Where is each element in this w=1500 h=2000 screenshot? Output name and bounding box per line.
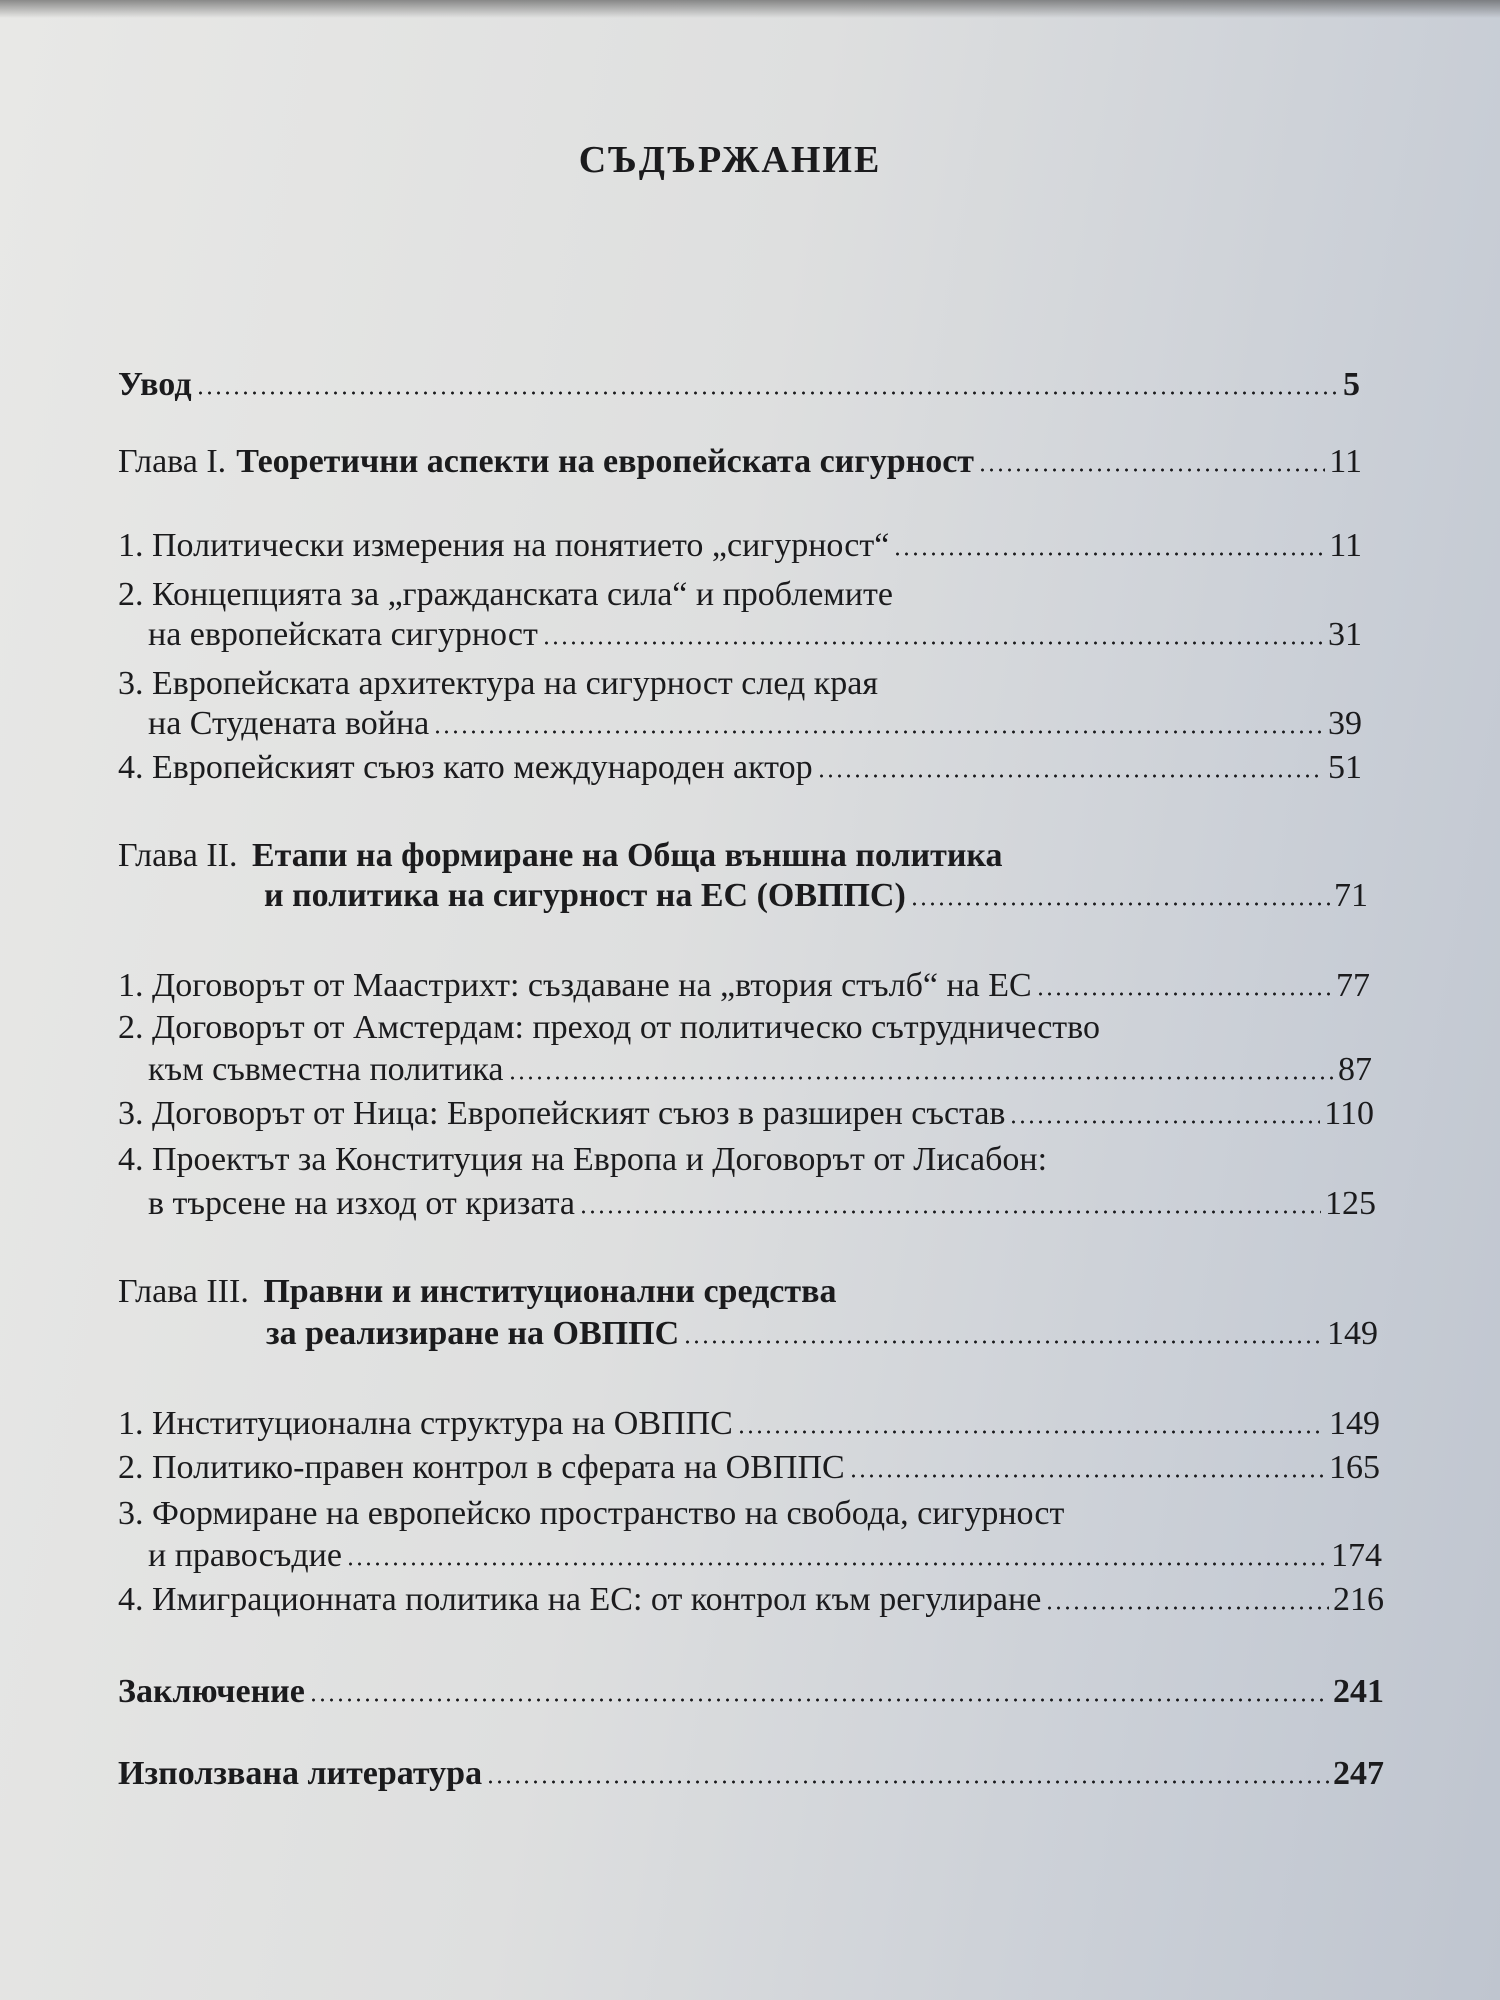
toc-section-3-4[interactable] <box>118 1580 1384 1620</box>
page-number: 247 <box>1333 1755 1384 1792</box>
dot-leader <box>579 1209 1321 1215</box>
toc-section-2-4[interactable] <box>148 1184 1376 1224</box>
toc-chapter-1[interactable] <box>118 442 1362 482</box>
dot-leader <box>1009 1119 1320 1125</box>
dot-leader <box>849 1473 1325 1479</box>
page-number: 87 <box>1338 1051 1372 1088</box>
chapter-title: Теоретични аспекти на европейската сигурност <box>236 443 974 480</box>
toc-chapter-2[interactable] <box>264 876 1368 916</box>
toc-entry-intro[interactable] <box>118 365 1360 405</box>
page-number: 149 <box>1327 1315 1378 1352</box>
entry-label: Използвана литература <box>118 1755 483 1792</box>
toc-entry-bibliography[interactable] <box>118 1754 1384 1794</box>
section-title-cont: и правосъдие <box>148 1537 342 1574</box>
page-number: 51 <box>1328 749 1362 786</box>
dot-leader <box>309 1697 1329 1703</box>
toc-entry-conclusion[interactable] <box>118 1672 1384 1712</box>
chapter-prefix: Глава II. <box>118 837 238 874</box>
toc-section-2-2-line-1[interactable]: 2. Договорът от Амстердам: преход от политическо сътрудничество <box>118 1009 1100 1046</box>
dot-leader <box>1045 1605 1329 1611</box>
page-number: 174 <box>1331 1537 1382 1574</box>
toc-section-3-1[interactable] <box>118 1404 1380 1444</box>
toc-chapter-3-line-1[interactable] <box>118 1272 836 1312</box>
toc-section-1-2-line-1[interactable]: 2. Концепцията за „гражданската сила“ и проблемите <box>118 576 893 613</box>
entry-label: Увод <box>118 366 192 403</box>
dot-leader <box>542 640 1324 646</box>
section-title-cont: в търсене на изход от кризата <box>148 1185 575 1222</box>
dot-leader <box>910 901 1330 907</box>
page-number: 11 <box>1329 527 1362 564</box>
page-number: 165 <box>1329 1449 1380 1486</box>
section-title: 4. Европейският съюз като международен актор <box>118 749 813 786</box>
chapter-title: Правни и институционални средства <box>263 1273 837 1310</box>
section-title-cont: към съвместна политика <box>148 1051 504 1088</box>
page-number: 125 <box>1325 1185 1376 1222</box>
toc-section-1-3-line-1[interactable]: 3. Европейската архитектура на сигурност след края <box>118 665 879 702</box>
section-title: 2. Политико-правен контрол в сферата на ОВППС <box>118 1449 845 1486</box>
page-top-shadow <box>0 0 1500 18</box>
page-number: 110 <box>1324 1095 1374 1132</box>
chapter-title-cont: за реализиране на ОВППС <box>266 1315 680 1352</box>
section-title: 1. Институционална структура на ОВППС <box>118 1405 733 1442</box>
chapter-title-cont: и политика на сигурност на ЕС (ОВППС) <box>264 877 906 914</box>
section-title: 4. Имиграционната политика на ЕС: от контрол към регулиране <box>118 1581 1042 1618</box>
entry-label: Заключение <box>118 1673 305 1710</box>
dot-leader <box>508 1075 1334 1081</box>
toc-section-1-3[interactable] <box>148 704 1362 744</box>
page-number: 241 <box>1333 1673 1384 1710</box>
page-number: 71 <box>1334 877 1368 914</box>
section-title-cont: на Студената война <box>148 705 430 742</box>
toc-chapter-3[interactable] <box>266 1314 1378 1354</box>
chapter-prefix: Глава I. <box>118 443 227 480</box>
chapter-prefix: Глава III. <box>118 1273 249 1310</box>
dot-leader <box>893 551 1325 557</box>
dot-leader <box>196 390 1339 396</box>
dot-leader <box>683 1339 1323 1345</box>
page-number: 149 <box>1329 1405 1380 1442</box>
page-number: 39 <box>1328 705 1362 742</box>
section-title-cont: на европейската сигурност <box>148 616 538 653</box>
toc-section-3-3[interactable] <box>148 1536 1382 1576</box>
toc-section-3-2[interactable] <box>118 1448 1380 1488</box>
page-number: 31 <box>1328 616 1362 653</box>
page-number: 5 <box>1343 366 1360 403</box>
section-title: 1. Политически измерения на понятието „сигурност“ <box>118 527 890 564</box>
dot-leader <box>978 467 1325 473</box>
page-number: 77 <box>1336 967 1370 1004</box>
dot-leader <box>737 1429 1325 1435</box>
toc-section-2-2[interactable] <box>148 1050 1372 1090</box>
toc-title: СЪДЪРЖАНИЕ <box>578 139 882 181</box>
toc-chapter-2-line-1[interactable] <box>118 836 1003 876</box>
dot-leader <box>346 1561 1327 1567</box>
toc-section-1-1[interactable] <box>118 526 1362 566</box>
page-number: 11 <box>1329 443 1362 480</box>
section-title: 1. Договорът от Маастрихт: създаване на „втория стълб“ на ЕС <box>118 967 1032 1004</box>
toc-section-2-4-line-1[interactable]: 4. Проектът за Конституция на Европа и Договорът от Лисабон: <box>118 1141 1048 1178</box>
toc-section-3-3-line-1[interactable]: 3. Формиране на европейско пространство на свобода, сигурност <box>118 1495 1065 1532</box>
toc-section-1-4[interactable] <box>118 748 1362 788</box>
dot-leader <box>486 1779 1329 1785</box>
dot-leader <box>817 773 1324 779</box>
dot-leader <box>1036 991 1332 997</box>
chapter-title: Етапи на формиране на Обща външна политика <box>252 837 1003 874</box>
toc-section-2-1[interactable] <box>118 966 1370 1006</box>
toc-section-2-3[interactable] <box>118 1094 1374 1134</box>
page-number: 216 <box>1333 1581 1384 1618</box>
section-title: 3. Договорът от Ница: Европейският съюз в разширен състав <box>118 1095 1006 1132</box>
dot-leader <box>433 729 1324 735</box>
toc-section-1-2[interactable] <box>148 615 1362 655</box>
